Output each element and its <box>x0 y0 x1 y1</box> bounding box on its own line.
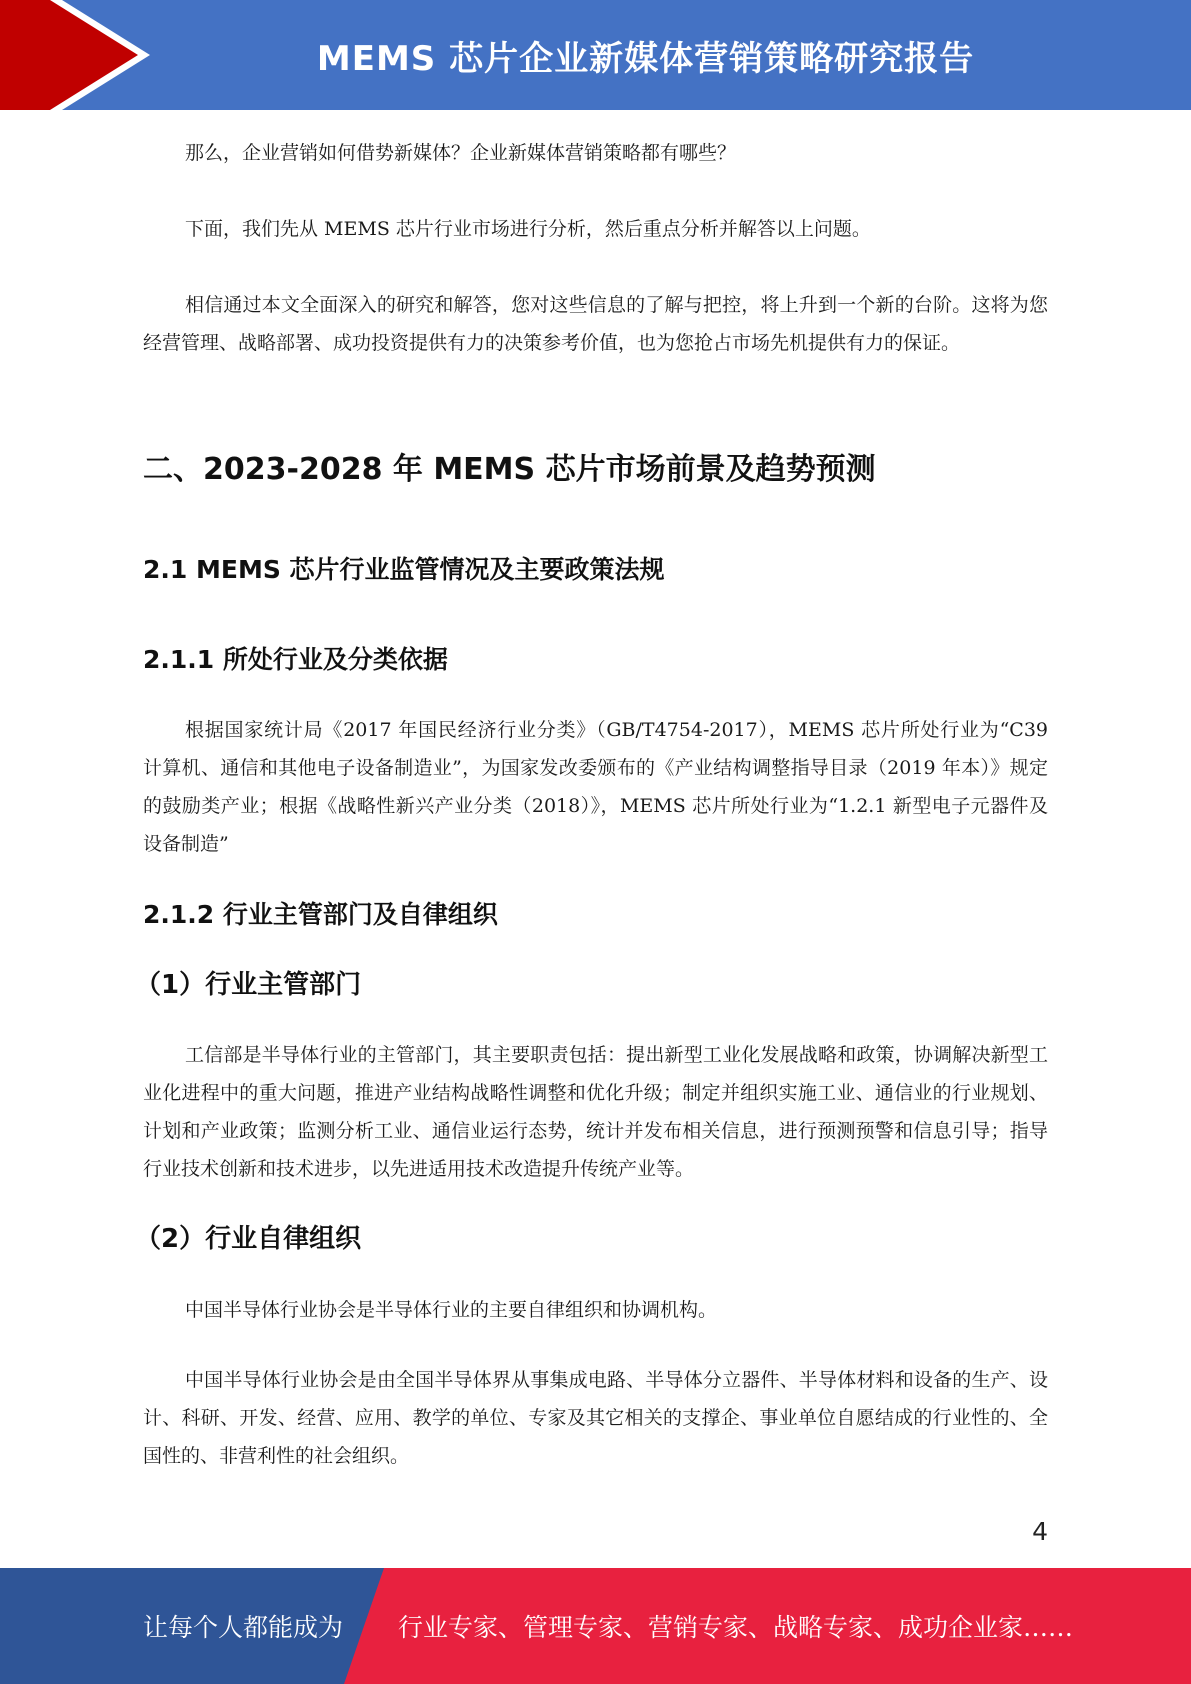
header-banner <box>0 0 1191 110</box>
paragraph-csia-intro: 中国半导体行业协会是半导体行业的主要自律组织和协调机构。 <box>185 1299 718 1321</box>
paragraph-csia-description: 中国半导体行业协会是由全国半导体界从事集成电路、半导体分立器件、半导体材料和设备的生产、设计、科研、开发、经营、应用、教学的单位、专家及其它相关的支撑企、事业单位自愿结成的行业性的、全国性的、非营利性的社会组织。 <box>143 1369 1048 1467</box>
footer-slogan-right: 行业专家、管理专家、营销专家、战略专家、成功企业家…… <box>398 1613 1074 1642</box>
page-number: 4 <box>1032 1517 1048 1546</box>
heading-2-1: 2.1 MEMS 芯片行业监管情况及主要政策法规 <box>143 555 665 584</box>
footer-slogan-left: 让每个人都能成为 <box>143 1613 344 1642</box>
paragraph-intro-value: 相信通过本文全面深入的研究和解答，您对这些信息的了解与把控，将上升到一个新的台阶。这将为您经营管理、战略部署、成功投资提供有力的决策参考价值，也为您抢占市场先机提供有力的保证。 <box>143 294 1048 354</box>
heading-self-regulatory-organization: （2）行业自律组织 <box>135 1224 362 1254</box>
heading-2-1-2: 2.1.2 行业主管部门及自律组织 <box>143 900 498 929</box>
heading-2-1-1: 2.1.1 所处行业及分类依据 <box>143 645 448 674</box>
paragraph-intro-question: 那么，企业营销如何借势新媒体？企业新媒体营销策略都有哪些？ <box>185 142 737 164</box>
heading-competent-department: （1）行业主管部门 <box>135 970 362 1000</box>
paragraph-intro-plan: 下面，我们先从 MEMS 芯片行业市场进行分析，然后重点分析并解答以上问题。 <box>185 218 871 240</box>
header-arrow-decoration <box>0 0 160 110</box>
document-title: MEMS 芯片企业新媒体营销策略研究报告 <box>316 38 975 79</box>
heading-section-2: 二、2023-2028 年 MEMS 芯片市场前景及趋势预测 <box>143 452 876 487</box>
paragraph-industry-classification: 根据国家统计局《2017 年国民经济行业分类》（GB/T4754-2017），MEMS 芯片所处行业为“C39 计算机、通信和其他电子设备制造业”，为国家发改委颁布的《产业结构调整指导目录（2019 年本）》规定的鼓励类产业；根据《战略性新兴产业分类（2018）》，MEMS 芯片所处行业为“1.2.1 新型电子元器件及设备制造” <box>143 719 1048 855</box>
footer-banner <box>0 1568 1191 1684</box>
paragraph-miit-duties: 工信部是半导体行业的主管部门，其主要职责包括：提出新型工业化发展战略和政策，协调解决新型工业化进程中的重大问题，推进产业结构战略性调整和优化升级；制定并组织实施工业、通信业的行业规划、计划和产业政策；监测分析工业、通信业运行态势，统计并发布相关信息，进行预测预警和信息引导；指导行业技术创新和技术进步，以先进适用技术改造提升传统产业等。 <box>143 1044 1048 1180</box>
